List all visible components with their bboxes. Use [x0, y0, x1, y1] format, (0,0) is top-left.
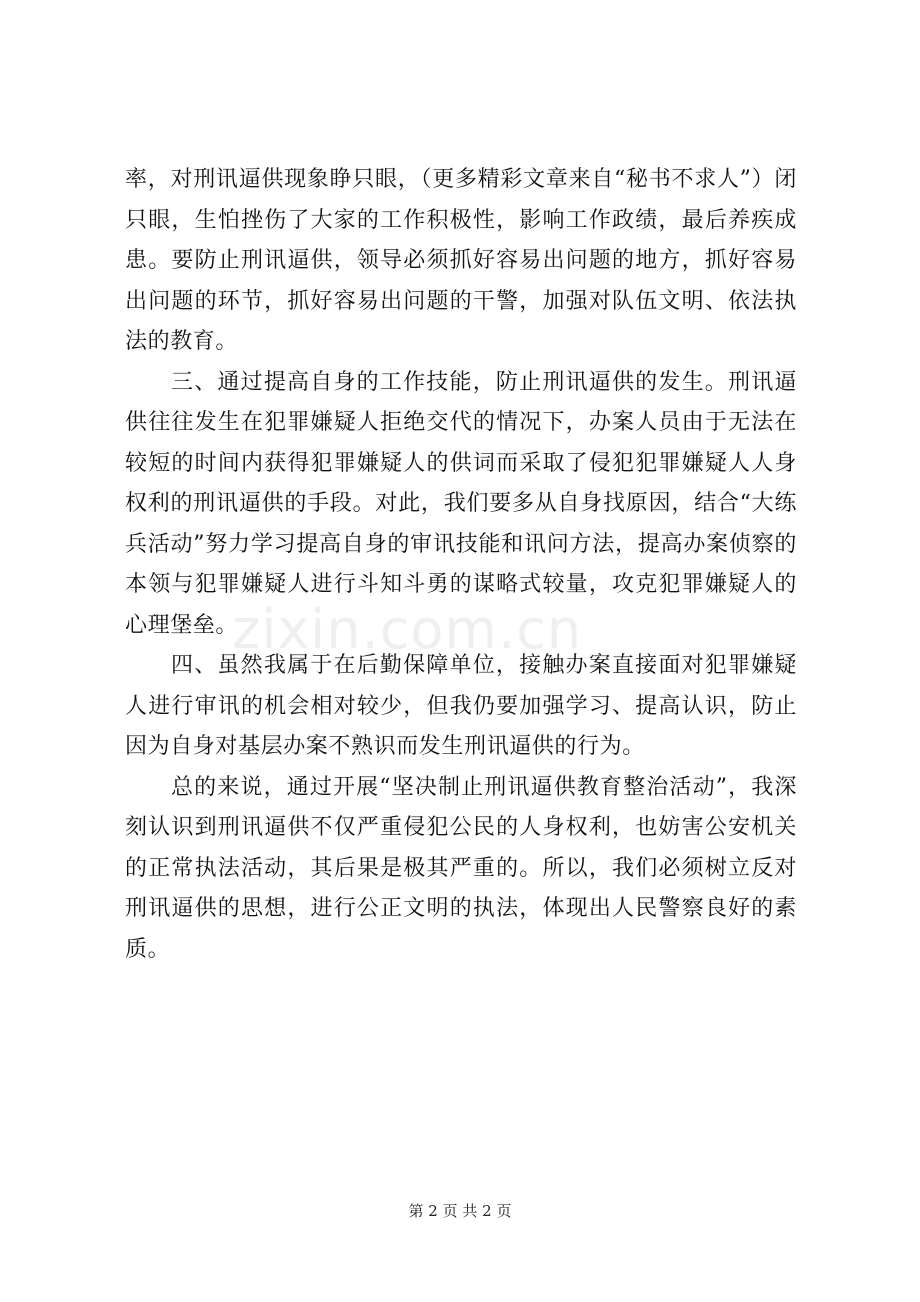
page-footer: 第 2 页 共 2 页: [408, 1202, 512, 1220]
watermark: zixin.com.cn: [232, 598, 583, 661]
paragraph-4: 总的来说，通过开展“坚决制止刑讯逼供教育整治活动”，我深刻认识到刑讯逼供不仅严重侵犯公民的人身权利，也妨害公安机关的正常执法活动，其后果是极其严重的。所以，我们必须树立反对刑讯逼供的思想，进行公正文明的执法，体现出人民警察良好的素质。: [125, 774, 797, 962]
document-body: [125, 160, 797, 970]
paragraph-1: 率，对刑讯逼供现象睁只眼，（更多精彩文章来自“秘书不求人”）闭只眼，生怕挫伤了大家的工作积极性，影响工作政绩，最后养疾成患。要防止刑讯逼供，领导必须抓好容易出问题的地方，抓好容易出问题的环节，抓好容易出问题的干警，加强对队伍文明、依法执法的教育。: [125, 167, 797, 354]
paragraph-2: 三、通过提高自身的工作技能，防止刑讯逼供的发生。刑讯逼供往往发生在犯罪嫌疑人拒绝交代的情况下，办案人员由于无法在较短的时间内获得犯罪嫌疑人的供词而采取了侵犯犯罪嫌疑人人身权利的刑讯逼供的手段。对此，我们要多从自身找原因，结合“大练兵活动”努力学习提高自身的审讯技能和讯问方法，提高办案侦察的本领与犯罪嫌疑人进行斗知斗勇的谋略式较量，攻克犯罪嫌疑人的心理堡垒。: [125, 369, 797, 638]
paragraph-3: 四、虽然我属于在后勤保障单位，接触办案直接面对犯罪嫌疑人进行审讯的机会相对较少，但我仍要加强学习、提高认识，防止因为自身对基层办案不熟识而发生刑讯逼供的行为。: [125, 653, 797, 759]
